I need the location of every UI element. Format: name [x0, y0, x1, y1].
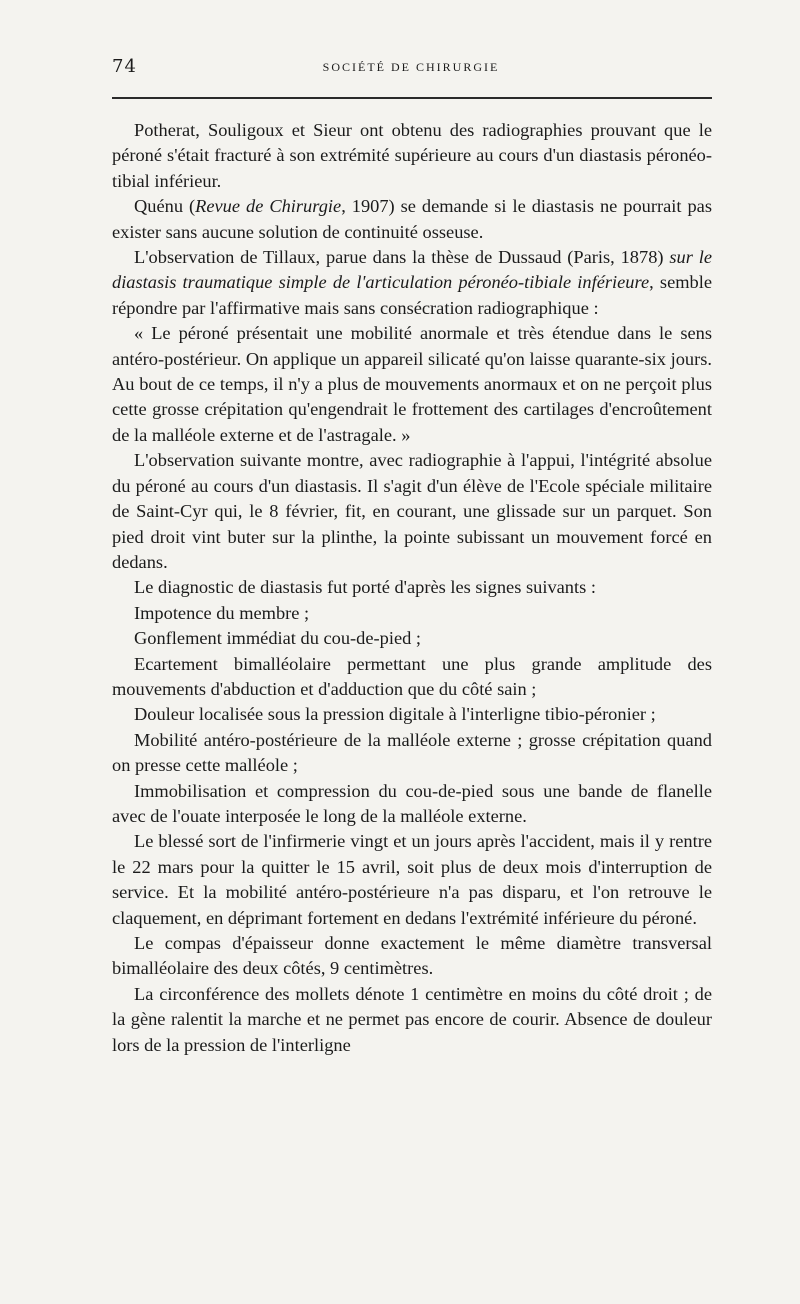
- sign-item: Mobilité antéro-postérieure de la malléole externe ; grosse crépitation quand on presse cette malléole ;: [112, 729, 712, 776]
- sign-item: Ecartement bimalléolaire permettant une plus grande amplitude des mouvements d'abduction et d'adduction que du côté sain ;: [112, 653, 712, 699]
- body-text: [112, 118, 712, 1058]
- sign-item: Douleur localisée sous la pression digitale à l'interligne tibio-péronier ;: [134, 704, 656, 725]
- sign-item: Gonflement immédiat du cou-de-pied ;: [134, 628, 422, 649]
- running-head: SOCIÉTÉ DE CHIRURGIE: [322, 60, 500, 74]
- paragraph: La circonférence des mollets dénote 1 centimètre en moins du côté droit ; de la gène ralentit la marche et ne permet pas encore de courir. Absence de douleur lors de la pression de l'interligne: [112, 983, 712, 1055]
- paragraph: Le diagnostic de diastasis fut porté d'après les signes suivants :: [134, 577, 596, 598]
- page-number: 74: [112, 56, 137, 77]
- paragraph: Quénu (Revue de Chirurgie, 1907) se demande si le diastasis ne pourrait pas exister sans aucune solution de continuité osseuse.: [112, 196, 712, 242]
- thesis-title: sur le diastasis traumatique simple de l'articulation péronéo-tibiale inférieure: [112, 247, 712, 293]
- paragraph: Le blessé sort de l'infirmerie vingt et un jours après l'accident, mais il y rentre le 22 mars pour la quitter le 15 avril, soit plus de deux mois d'interruption de service. Et la mobilité antéro-postérieure n'a pas disparu, et l'on retrouve le claquement, en déprimant fortement en dedans l'extrémité inférieure du péroné.: [112, 831, 712, 928]
- paragraph: Immobilisation et compression du cou-de-pied sous une bande de flanelle avec de l'ouate interposée le long de la malléole externe.: [112, 780, 712, 826]
- paragraph: Potherat, Souligoux et Sieur ont obtenu des radiographies prouvant que le péroné s'était fracturé à son extrémité supérieure au cours d'un diastasis péronéo-tibial inférieur.: [112, 120, 712, 191]
- sign-item: Impotence du membre ;: [134, 602, 310, 623]
- quotation-paragraph: « Le péroné présentait une mobilité anormale et très étendue dans le sens antéro-postérieur. On applique un appareil silicaté qu'on laisse quarante-six jours. Au bout de ce temps, il n'y a plus de mouvements anormaux et on ne perçoit plus cette grosse crépitation qu'engendrait le frottement des cartilages d'encroûtement de la malléole externe et de l'astragale. »: [112, 323, 712, 445]
- header-rule: [112, 97, 712, 99]
- paragraph: Le compas d'épaisseur donne exactement le même diamètre transversal bimalléolaire des deux côtés, 9 centimètres.: [112, 933, 712, 979]
- page-header: [112, 56, 710, 84]
- paragraph: L'observation de Tillaux, parue dans la thèse de Dussaud (Paris, 1878) sur le diastasis traumatique simple de l'articulation péronéo-tibiale inférieure, semble répondre par l'affirmative mais sans consécration radiographique :: [112, 247, 713, 318]
- paragraph: L'observation suivante montre, avec radiographie à l'appui, l'intégrité absolue du péroné au cours d'un diastasis. Il s'agit d'un élève de l'Ecole spéciale militaire de Saint-Cyr qui, le 8 février, fit, en courant, une glissade sur un parquet. Son pied droit vint buter sur la plinthe, la pointe subissant un mouvement forcé en dedans.: [112, 450, 712, 572]
- journal-title: Revue de Chirurgie: [195, 196, 342, 217]
